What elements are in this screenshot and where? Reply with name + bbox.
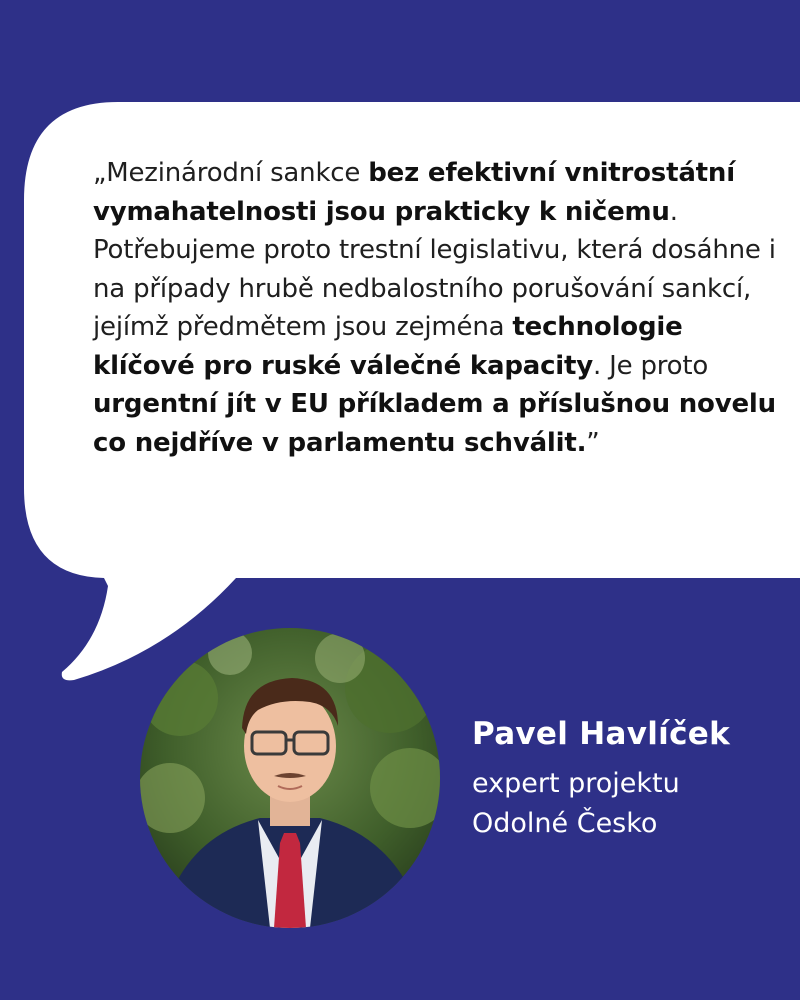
- person-role-line-1: expert projektu: [472, 768, 680, 799]
- portrait-photo: [140, 628, 440, 928]
- person-name: Pavel Havlíček: [472, 716, 730, 752]
- quote-bold-1: bez efektivní vnitrostátní vymahatelnosti jsou prakticky k ničemu: [93, 158, 735, 227]
- quote-part-3: . Je proto: [593, 350, 709, 381]
- quote-part-2: . Potřebujeme proto trestní legislativu, která dosáhne i na případy hrubě nedbalostního porušování sankcí, jejímž předmětem jsou zejména: [93, 196, 776, 342]
- quote-bold-3: urgentní jít v EU příkladem a příslušnou novelu co nejdříve v parlamentu schválit.: [93, 389, 776, 458]
- quote-open-mark: „: [93, 158, 107, 188]
- quote-text: [93, 154, 783, 462]
- portrait-illustration: [140, 628, 440, 928]
- person-role: [472, 764, 680, 844]
- quote-part-1: Mezinárodní sankce: [106, 158, 369, 188]
- quote-close-mark: ”: [586, 427, 600, 458]
- person-role-line-2: Odolné Česko: [472, 808, 658, 839]
- quote-bold-2: technologie klíčové pro ruské válečné kapacity: [93, 312, 683, 381]
